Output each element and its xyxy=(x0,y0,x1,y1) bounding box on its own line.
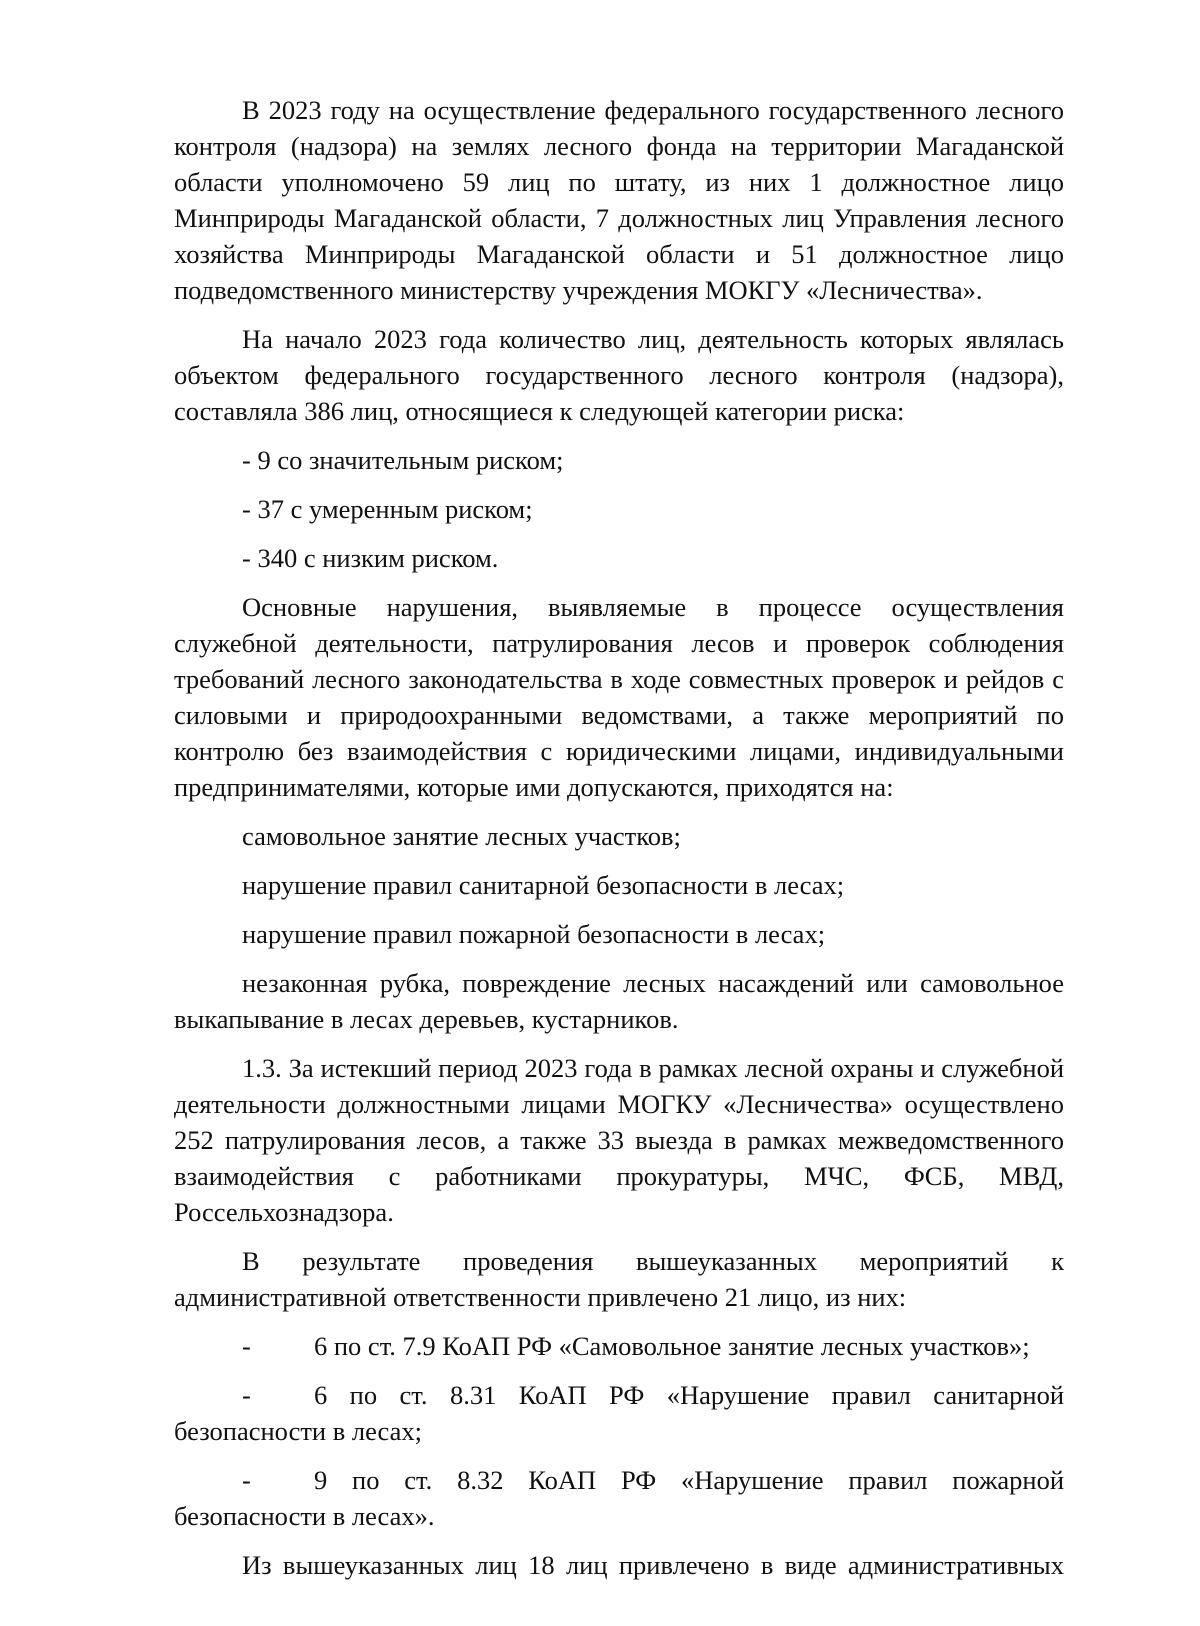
koap-item-8-31 xyxy=(174,1377,1064,1449)
risk-item-moderate: - 37 с умеренным риском; xyxy=(242,494,533,524)
koap-item-text: 9 по ст. 8.32 КоАП РФ «Нарушение правил пожарной безопасности в лесах». xyxy=(174,1465,1064,1531)
paragraph-tail: Из вышеуказанных лиц 18 лиц привлечено в виде административных xyxy=(242,1550,1064,1580)
koap-item-text: 6 по ст. 7.9 КоАП РФ «Самовольное занятие лесных участков»; xyxy=(314,1331,1030,1361)
paragraph-1-3: 1.3. За истекший период 2023 года в рамках лесной охраны и служебной деятельности должностными лицами МОГКУ «Лесничества» осуществлено 252 патрулирования лесов, а также 33 выезда в рамках межведомственного взаимодействия с работниками прокуратуры, МЧС, ФСБ, МВД, Россельхознадзора. xyxy=(174,1053,1064,1227)
paragraph-illegal-logging: незаконная рубка, повреждение лесных насаждений или самовольное выкапывание в лесах деревьев, кустарников. xyxy=(174,968,1064,1034)
risk-item-low: - 340 с низким риском. xyxy=(242,543,499,573)
paragraph-staff: В 2023 году на осуществление федерального государственного лесного контроля (надзора) на землях лесного фонда на территории Магаданской области уполномочено 59 лиц по штату, из них 1 должностное лицо Минприроды Магаданской области, 7 должностных лиц Управления лесного хозяйства Минприроды Магаданской области и 51 должностное лицо подведомственного министерству учреждения МОКГУ «Лесничества». xyxy=(174,95,1064,305)
list-dash: - xyxy=(242,1465,251,1495)
violation-item-sanitary: нарушение правил санитарной безопасности в лесах; xyxy=(242,870,845,900)
risk-item-significant: - 9 со значительным риском; xyxy=(242,445,564,475)
paragraph-risk-intro: На начало 2023 года количество лиц, деятельность которых являлась объектом федерального государственного лесного контроля (надзора), составляла 386 лиц, относящиеся к следующей категории риска: xyxy=(174,324,1064,426)
list-dash: - xyxy=(242,1331,251,1361)
koap-item-text: 6 по ст. 8.31 КоАП РФ «Нарушение правил санитарной безопасности в лесах; xyxy=(174,1380,1064,1446)
koap-item-7-9 xyxy=(174,1328,1064,1364)
koap-item-8-32 xyxy=(174,1462,1064,1534)
paragraph-violations-intro: Основные нарушения, выявляемые в процессе осуществления служебной деятельности, патрулирования лесов и проверок соблюдения требований лесного законодательства в ходе совместных проверок и рейдов с силовыми и природоохранными ведомствами, а также мероприятий по контролю без взаимодействия с юридическими лицами, индивидуальными предпринимателями, которые ими допускаются, приходятся на: xyxy=(174,592,1064,802)
document-page xyxy=(174,92,1064,1596)
violation-item-fire: нарушение правил пожарной безопасности в лесах; xyxy=(242,919,826,949)
violation-item-land: самовольное занятие лесных участков; xyxy=(242,821,681,851)
paragraph-result: В результате проведения вышеуказанных мероприятий к административной ответственности привлечено 21 лицо, из них: xyxy=(174,1246,1064,1312)
list-dash: - xyxy=(242,1380,251,1410)
